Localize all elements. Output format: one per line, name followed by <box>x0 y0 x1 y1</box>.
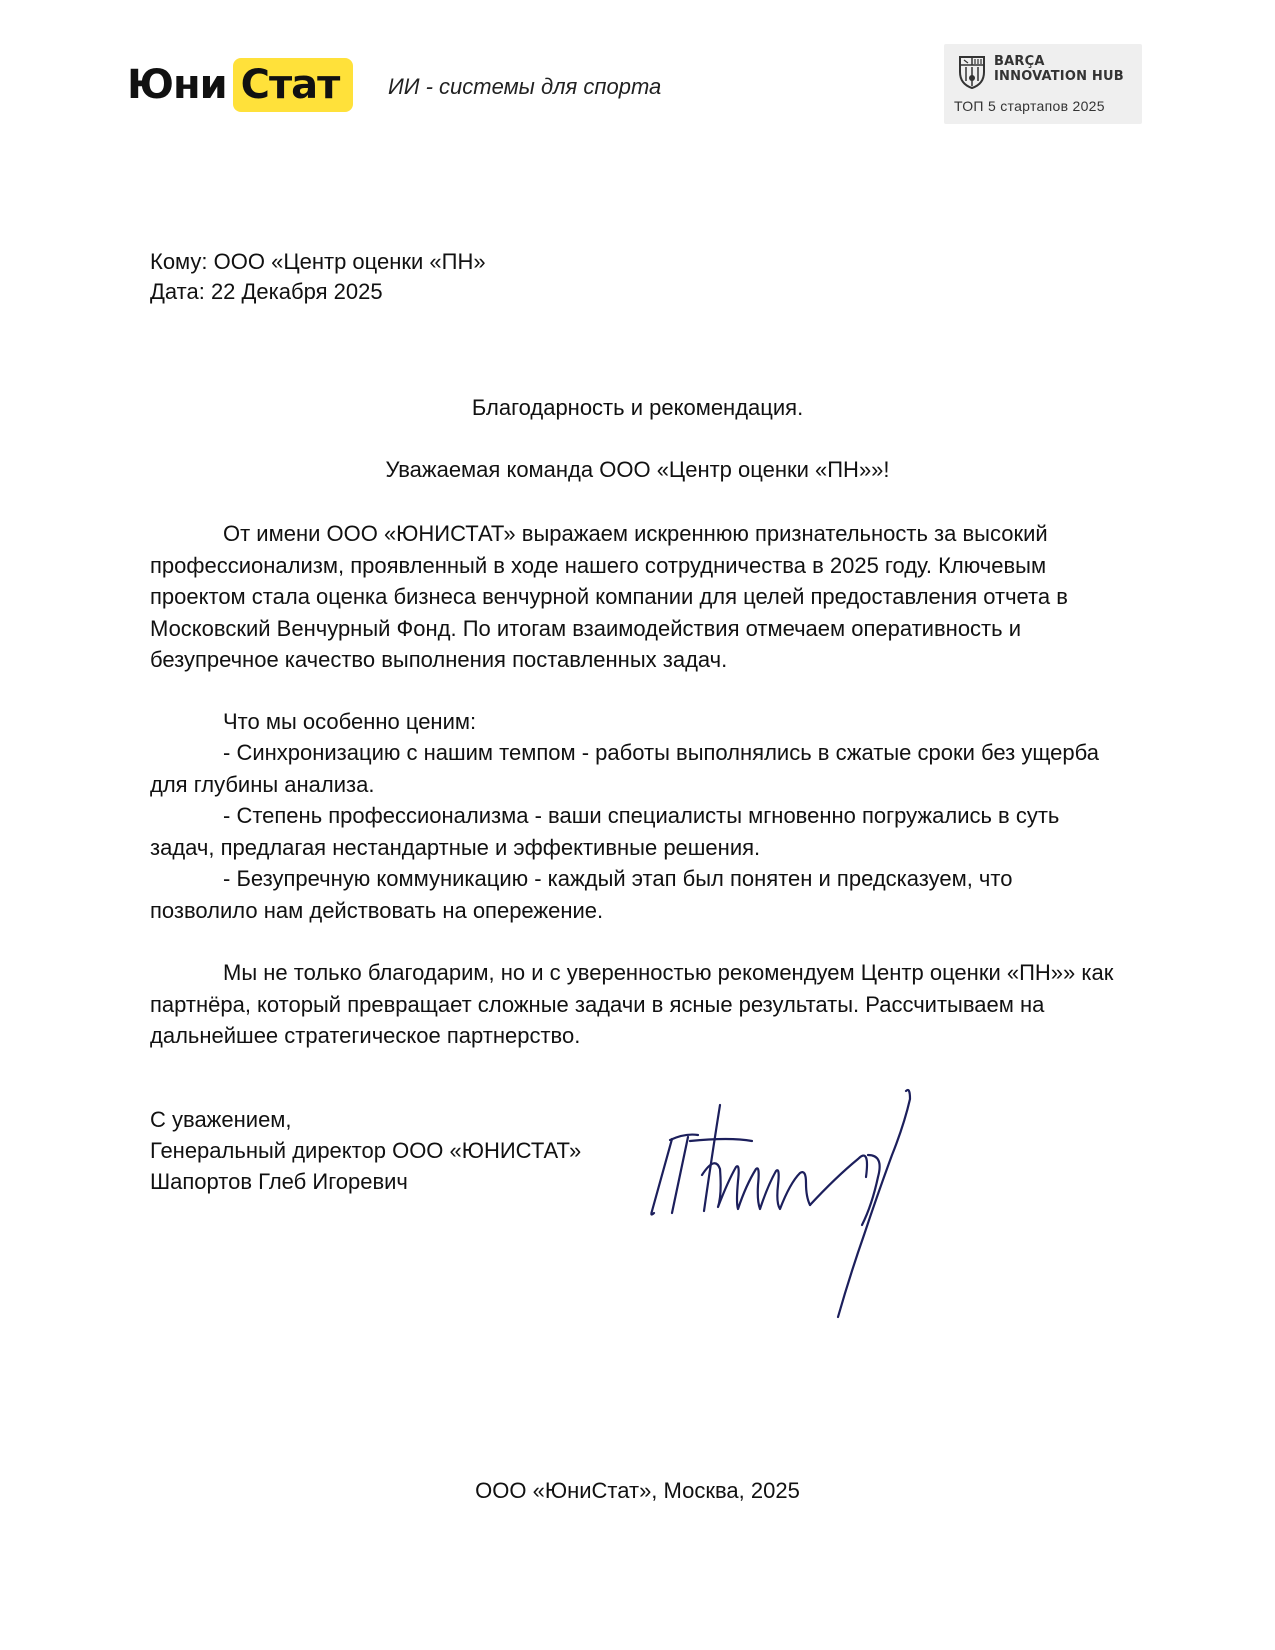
company-tagline: ИИ - системы для спорта <box>388 74 662 99</box>
company-logo <box>127 58 353 112</box>
gratitude-paragraph: От имени ООО «ЮНИСТАТ» выражаем искреннюю признательность за высокий профессионализм, проявленный в ходе нашего сотрудничества в 2025 году. Ключевым проектом стала оценка бизнеса венчурной компании для целей предоставления отчета в Московский Венчурный Фонд. По итогам взаимодействия отмечаем оперативность и безупречное качество выполнения поставленных задач. <box>150 521 1068 672</box>
recommendation-paragraph: Мы не только благодарим, но и с уверенностью рекомендуем Центр оценки «ПН»» как партнёра, который превращает сложные задачи в ясные результаты. Рассчитываем на дальнейшее стратегическое партнерство. <box>150 960 1114 1048</box>
handwritten-signature <box>640 1085 960 1325</box>
letter-title: Благодарность и рекомендация. <box>471 395 804 420</box>
logo-text-right: Стат <box>233 58 354 112</box>
badge-brand-line: BARÇA <box>994 54 1045 69</box>
signer-name: Шапортов Глеб Игоревич <box>150 1169 408 1194</box>
logo-text-left: Юни <box>127 62 227 108</box>
letter-greeting: Уважаемая команда ООО «Центр оценки «ПН»»! <box>385 457 890 482</box>
values-heading: Что мы особенно ценим: <box>223 709 477 734</box>
innovation-hub-badge <box>944 44 1142 124</box>
values-item: - Синхронизацию с нашим темпом - работы выполнялись в сжатые сроки без ущерба для глубины анализа. <box>150 740 1099 797</box>
badge-hub-line: INNOVATION HUB <box>994 69 1124 84</box>
closing-regards: С уважением, <box>150 1107 292 1132</box>
signer-position: Генеральный директор ООО «ЮНИСТАТ» <box>150 1138 582 1163</box>
footer-company-line: ООО «ЮниСтат», Москва, 2025 <box>475 1478 800 1503</box>
letter-date: Дата: 22 Декабря 2025 <box>150 279 383 304</box>
values-item: - Степень профессионализма - ваши специалисты мгновенно погружались в суть задач, предлагая нестандартные и эффективные решения. <box>150 803 1060 860</box>
addressee-to: Кому: ООО «Центр оценки «ПН» <box>150 249 486 274</box>
values-item: - Безупречную коммуникацию - каждый этап был понятен и предсказуем, что позволило нам действовать на опережение. <box>150 866 1013 923</box>
badge-award-line: ТОП 5 стартапов 2025 <box>954 98 1105 114</box>
club-crest-icon <box>956 54 988 90</box>
